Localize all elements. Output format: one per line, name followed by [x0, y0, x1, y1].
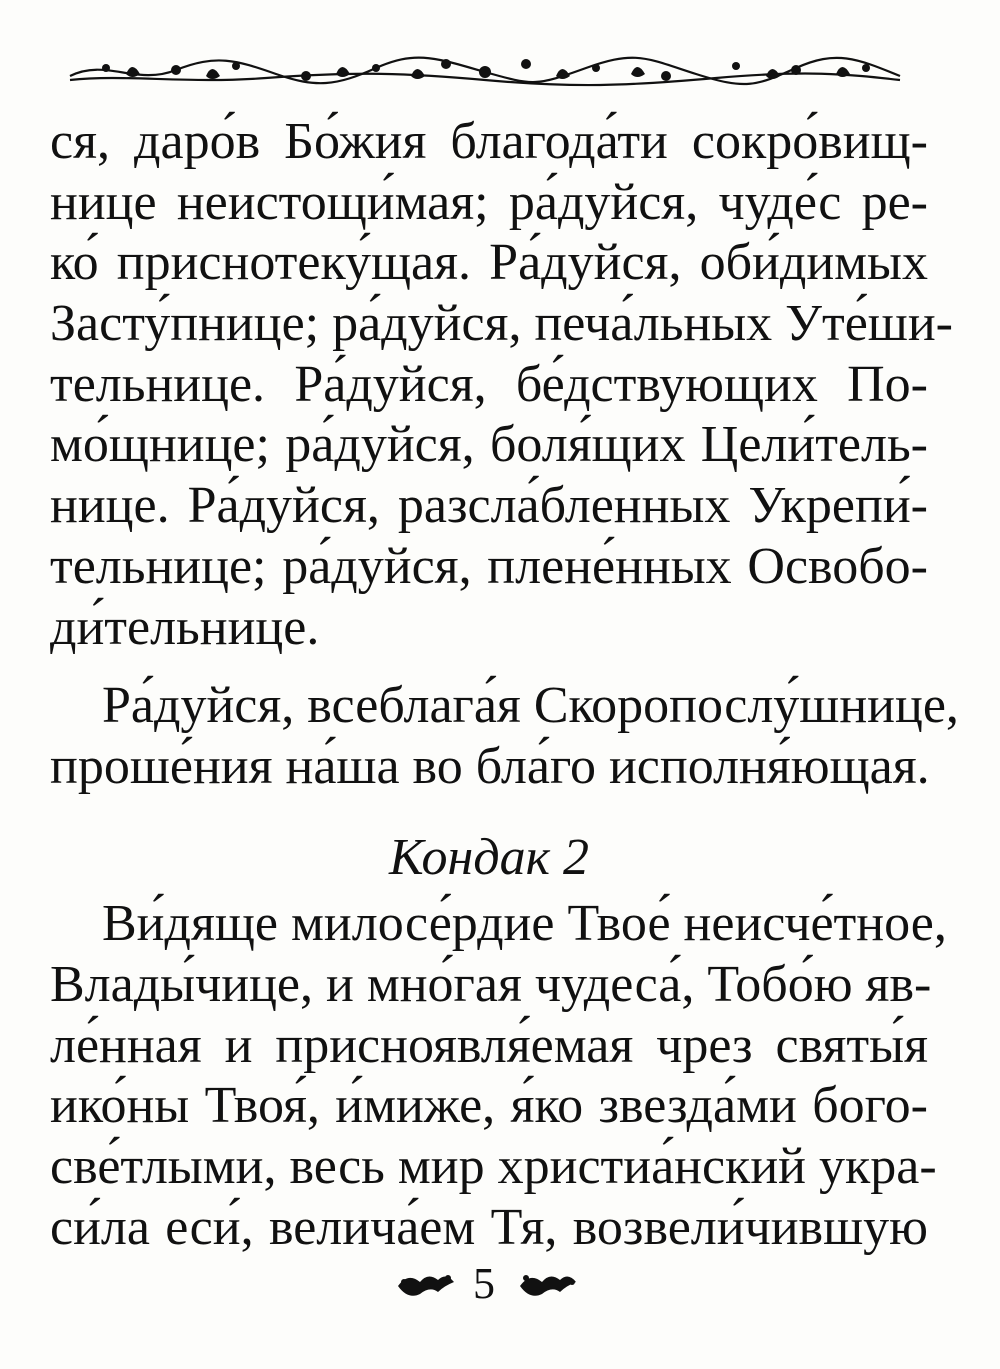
text-line: ле́нная и присноявля́емая чрез святы́я	[50, 1016, 928, 1074]
floral-ornament-icon	[66, 54, 904, 88]
text-line: Ви́дяще милосе́рдие Твое́ неисче́тное,	[102, 895, 947, 953]
paragraph-refrain	[50, 676, 959, 797]
text-line: нице неистощи́мая; ра́дуйся, чуде́с ре-	[50, 173, 928, 231]
page-number: 5	[473, 1259, 495, 1308]
text-line: ко́ приснотеку́щая. Ра́дуйся, оби́димых	[50, 234, 928, 292]
section-heading: Кондак 2	[389, 828, 589, 886]
text-line: нице. Ра́дуйся, разсла́бленных Укрепи́-	[50, 477, 928, 535]
text-line: ико́ны Твоя́, и́миже, я́ко звезда́ми бого-	[50, 1077, 928, 1135]
text-line: Влады́чице, и мно́гая чудеса́, Тобо́ю яв-	[50, 955, 932, 1013]
text-line: проше́ния на́ша во бла́го исполня́ющая.	[50, 737, 930, 795]
left-flourish-icon	[398, 1275, 454, 1296]
footer-ornament	[0, 1252, 1000, 1312]
paragraph-kontakion	[50, 894, 947, 1258]
text-line: ся, даро́в Бо́жия благода́ти сокро́вищ-	[50, 113, 928, 170]
text-line: тельнице. Ра́дуйся, бе́дствующих По-	[50, 355, 928, 413]
text-line: тельнице; ра́дуйся, плене́нных Освобо-	[50, 537, 928, 595]
right-flourish-icon	[520, 1275, 576, 1296]
text-line: Засту́пнице; ра́дуйся, печа́льных Уте́ши-	[50, 295, 953, 353]
prayer-text	[50, 112, 959, 1258]
text-line: мо́щнице; ра́дуйся, боля́щих Цели́тель-	[50, 416, 928, 474]
text-line: си́ла еси́, велича́ем Тя, возвели́чившую	[50, 1198, 928, 1256]
paragraph-ikos	[50, 112, 953, 658]
text-line: ди́тельнице.	[50, 598, 320, 656]
text-line: Ра́дуйся, всеблага́я Скоропослу́шнице,	[102, 677, 959, 735]
text-line: све́тлыми, весь мир христиа́нский укра-	[50, 1138, 937, 1195]
